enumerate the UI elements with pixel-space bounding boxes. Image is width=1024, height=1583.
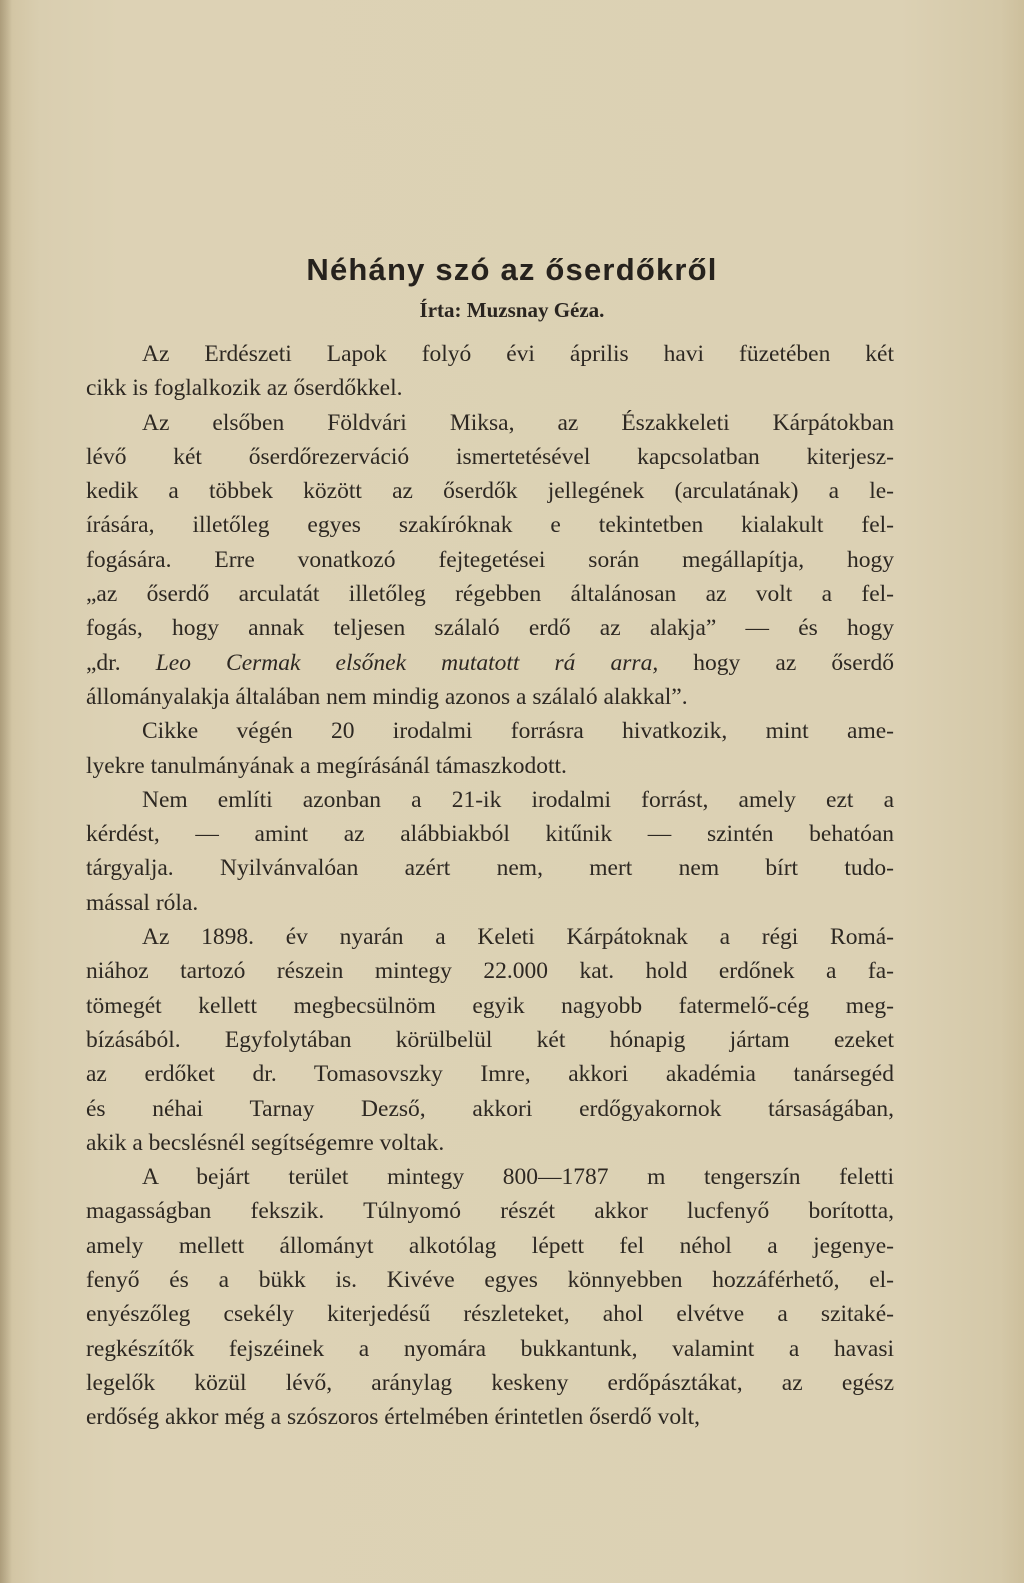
text-line: amely mellett állományt alkotólag lépett fel néhol a jegenye- bbox=[86, 1232, 894, 1259]
text-line: fogására. Erre vonatkozó fejtegetései során megállapítja, hogy bbox=[86, 546, 894, 573]
text-line: Nem említi azonban a 21-ik irodalmi forrást, amely ezt a bbox=[142, 786, 894, 813]
article-byline: Írta: Muzsnay Géza. bbox=[419, 298, 605, 322]
article-title: Néhány szó az őserdőkről bbox=[306, 252, 718, 287]
text-line: lévő két őserdőrezerváció ismertetésével kapcsolatban kiterjesz- bbox=[86, 443, 894, 470]
text-run: „dr. bbox=[86, 649, 156, 676]
text-line: enyészőleg csekély kiterjedésű részleteket, ahol elvétve a szitaké- bbox=[86, 1301, 894, 1328]
paragraph bbox=[86, 783, 894, 920]
text-line: A bejárt terület mintegy 800—1787 m tengerszín feletti bbox=[142, 1164, 894, 1191]
text-line: niához tartozó részein mintegy 22.000 kat. hold erdőnek a fa- bbox=[86, 958, 894, 985]
text-run: hogy az őserdő bbox=[658, 649, 895, 676]
text-line: magasságban fekszik. Túlnyomó részét akkor lucfenyő borította, bbox=[86, 1198, 894, 1225]
text-line bbox=[86, 646, 894, 680]
text-line: tömegét kellett megbecsülnöm egyik nagyobb fatermelő-cég meg- bbox=[86, 992, 894, 1019]
paragraph bbox=[86, 714, 894, 783]
text-line: cikk is foglalkozik az őserdőkkel. bbox=[86, 375, 403, 402]
article-body bbox=[86, 337, 894, 1435]
text-line: fenyő és a bükk is. Kivéve egyes könnyebben hozzáférhető, el- bbox=[86, 1267, 894, 1294]
text-line: kedik a többek között az őserdők jellegének (arculatának) a le- bbox=[86, 478, 894, 505]
text-line: és néhai Tarnay Dezső, akkori erdőgyakornok társaságában, bbox=[86, 1095, 894, 1122]
text-line: „az őserdő arculatát illetőleg régebben általánosan az volt a fel- bbox=[86, 581, 894, 608]
text-line: állományalakja általában nem mindig azonos a szálaló alakkal”. bbox=[86, 683, 688, 710]
text-line: akik a becslésnél segítségemre voltak. bbox=[86, 1129, 445, 1156]
text-line: Az Erdészeti Lapok folyó évi április havi füzetében két bbox=[142, 341, 894, 367]
text-line: regkészítők fejszéinek a nyomára bukkantunk, valamint a havasi bbox=[86, 1335, 894, 1362]
text-line: mással róla. bbox=[86, 889, 199, 916]
text-line: fogás, hogy annak teljesen szálaló erdő az alakja” — és hogy bbox=[86, 615, 894, 642]
text-line: az erdőket dr. Tomasovszky Imre, akkori akadémia tanársegéd bbox=[86, 1061, 894, 1088]
text-line: tárgyalja. Nyilvánvalóan azért nem, mert nem bírt tudo- bbox=[86, 855, 894, 882]
text-line: Az elsőben Földvári Miksa, az Északkeleti Kárpátokban bbox=[142, 409, 894, 436]
text-line: kérdést, — amint az alábbiakból kitűnik — szintén behatóan bbox=[86, 821, 894, 848]
text-line: írására, illetőleg egyes szakíróknak e tekintetben kialakult fel- bbox=[86, 512, 894, 539]
text-line: lyekre tanulmányának a megírásánál támaszkodott. bbox=[86, 752, 567, 779]
page-spine-shadow bbox=[0, 0, 12, 1583]
text-line: erdőség akkor még a szószoros értelmében érintetlen őserdő volt, bbox=[86, 1404, 701, 1431]
paragraph bbox=[86, 1160, 894, 1434]
italic-text-run: Leo Cermak elsőnek mutatott rá arra, bbox=[155, 649, 659, 676]
text-line: Az 1898. év nyarán a Keleti Kárpátoknak a régi Romá- bbox=[142, 924, 894, 951]
text-line: bízásából. Egyfolytában körülbelül két hónapig jártam ezeket bbox=[86, 1026, 894, 1053]
text-line: legelők közül lévő, aránylag keskeny erdőpásztákat, az egész bbox=[86, 1369, 894, 1396]
text-line: Cikke végén 20 irodalmi forrásra hivatkozik, mint ame- bbox=[142, 718, 894, 745]
paragraph bbox=[86, 920, 894, 1160]
paragraph bbox=[86, 406, 894, 715]
paragraph bbox=[86, 337, 894, 406]
